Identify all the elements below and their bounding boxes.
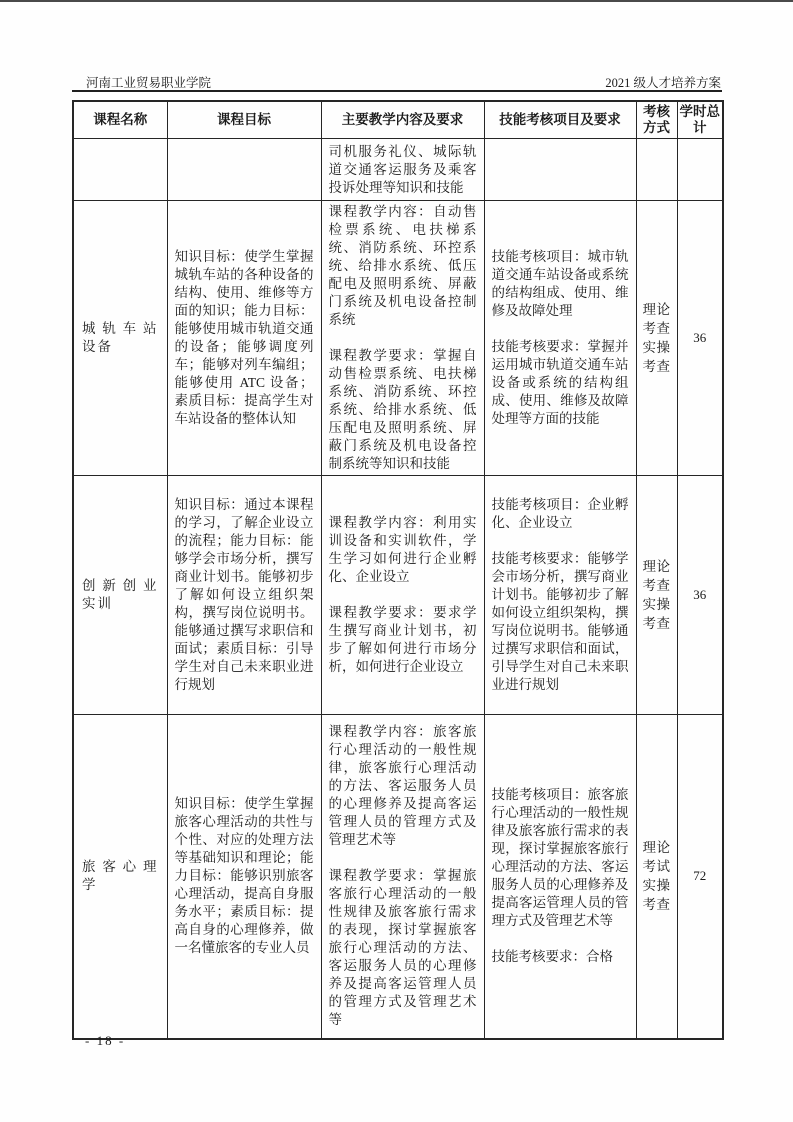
column-header-course-objective: 课程目标 bbox=[167, 101, 321, 139]
paragraph: 技能考核项目：城市轨道交通车站设备或系统的结构组成、使用、维修及故障处理 bbox=[491, 249, 629, 318]
cell-skill-assessment bbox=[484, 476, 636, 715]
cell-teaching-content bbox=[321, 476, 484, 715]
column-header-total-hours: 学时总计 bbox=[677, 101, 723, 139]
table-row-station-equipment bbox=[73, 201, 723, 476]
running-head-school: 河南工业贸易职业学院 bbox=[86, 76, 212, 90]
paragraph: 技能考核项目：企业孵化、企业设立 bbox=[491, 497, 629, 530]
cell-course-objective: 知识目标：通过本课程的学习，了解企业设立的流程；能力目标：能够学会市场分析，撰写商业计划书。能够初步了解如何设立组织架构，撰写岗位说明书。能够通过撰写求职信和面试；素质目标：引导学生对自己未来职业进行规划 bbox=[167, 476, 321, 715]
table-row-passenger-psychology bbox=[73, 715, 723, 1039]
column-header-skill-assessment: 技能考核项目及要求 bbox=[484, 101, 636, 139]
cell-total-hours: 36 bbox=[677, 201, 723, 476]
table-row-innovation-training bbox=[73, 476, 723, 715]
cell-teaching-content bbox=[321, 139, 484, 201]
running-head-program: 2021 级人才培养方案 bbox=[605, 76, 721, 90]
paragraph: 技能考核要求：能够学会市场分析，撰写商业计划书。能够初步了解如何设立组织架构，撰写岗位说明书。能够通过撰写求职信和面试，引导学生对自己未来职业进行规划 bbox=[491, 551, 629, 692]
cell-assessment-method: 理论考查实操考查 bbox=[636, 201, 677, 476]
column-header-assessment-method: 考核方式 bbox=[636, 101, 677, 139]
course-table-container bbox=[72, 100, 724, 1040]
cell-skill-assessment bbox=[484, 715, 636, 1039]
cell-total-hours: 36 bbox=[677, 476, 723, 715]
paragraph: 课程教学内容：利用实训设备和实训软件，学生学习如何进行企业孵化、企业设立 bbox=[328, 515, 477, 584]
cell-course-name: 城轨车站设备 bbox=[73, 201, 167, 476]
paragraph: 司机服务礼仪、城际轨道交通客运服务及乘客投诉处理等知识和技能 bbox=[328, 143, 477, 195]
cell-assessment-method bbox=[636, 139, 677, 201]
cell-course-name: 旅客心理学 bbox=[73, 715, 167, 1039]
cell-teaching-content bbox=[321, 715, 484, 1039]
cell-course-name: 创新创业实训 bbox=[73, 476, 167, 715]
scan-edge-artifact bbox=[0, 0, 793, 2]
cell-assessment-method: 理论考试实操考查 bbox=[636, 715, 677, 1039]
cell-teaching-content bbox=[321, 201, 484, 476]
cell-course-objective: 知识目标：使学生掌握旅客心理活动的共性与个性、对应的处理方法等基础知识和理论；能力目标：能够识别旅客心理活动，提高自身服务水平；素质目标：提高自身的心理修养，做一名懂旅客的专业人员 bbox=[167, 715, 321, 1039]
cell-skill-assessment bbox=[484, 201, 636, 476]
header-rule bbox=[72, 90, 722, 92]
table-row-continuation bbox=[73, 139, 723, 201]
paragraph: 课程教学内容：旅客旅行心理活动的一般性规律，旅客旅行心理活动的方法、客运服务人员的心理修养及提高客运管理人员的管理方式及管理艺术等 bbox=[328, 724, 477, 848]
paragraph: 技能考核项目：旅客旅行心理活动的一般性规律及旅客旅行需求的表现，探讨掌握旅客旅行心理活动的方法、客运服务人员的心理修养及提高客运管理人员的管理方式及管理艺术等 bbox=[491, 787, 629, 929]
paragraph: 课程教学要求：要求学生撰写商业计划书，初步了解如何进行市场分析，如何进行企业设立 bbox=[328, 605, 477, 674]
paragraph: 课程教学要求：掌握旅客旅行心理活动的一般性规律及旅客旅行需求的表现，探讨掌握旅客旅行心理活动的方法、客运服务人员的心理修养及提高客运管理人员的管理方式及管理艺术等 bbox=[328, 868, 477, 1028]
cell-total-hours bbox=[677, 139, 723, 201]
cell-course-objective: 知识目标：使学生掌握城轨车站的各种设备的结构、使用、维修等方面的知识；能力目标：能够使用城市轨道交通的设备；能够调度列车；能够对列车编组；能够使用 ATC 设备；素质目标：提高学生对车站设备的整体认知 bbox=[167, 201, 321, 476]
page-number: - 18 - bbox=[85, 1033, 126, 1048]
cell-course-objective bbox=[167, 139, 321, 201]
column-header-teaching-content: 主要教学内容及要求 bbox=[321, 101, 484, 139]
cell-assessment-method: 理论考查实操考查 bbox=[636, 476, 677, 715]
cell-total-hours: 72 bbox=[677, 715, 723, 1039]
column-header-course-name: 课程名称 bbox=[73, 101, 167, 139]
paragraph: 课程教学内容：自动售检票系统、电扶梯系统、消防系统、环控系统、给排水系统、低压配电及照明系统、屏蔽门系统及机电设备控制系统 bbox=[328, 204, 477, 327]
paragraph: 技能考核要求：合格 bbox=[491, 949, 613, 965]
paragraph: 技能考核要求：掌握并运用城市轨道交通车站设备或系统的结构组成、使用、维修及故障处理等方面的技能 bbox=[491, 339, 629, 426]
cell-skill-assessment bbox=[484, 139, 636, 201]
table-header-row bbox=[73, 101, 723, 139]
paragraph: 课程教学要求：掌握自动售检票系统、电扶梯系统、消防系统、环控系统、给排水系统、低压配电及照明系统、屏蔽门系统及机电设备控制系统等知识和技能 bbox=[328, 348, 477, 471]
course-table bbox=[72, 100, 724, 1040]
cell-course-name bbox=[73, 139, 167, 201]
